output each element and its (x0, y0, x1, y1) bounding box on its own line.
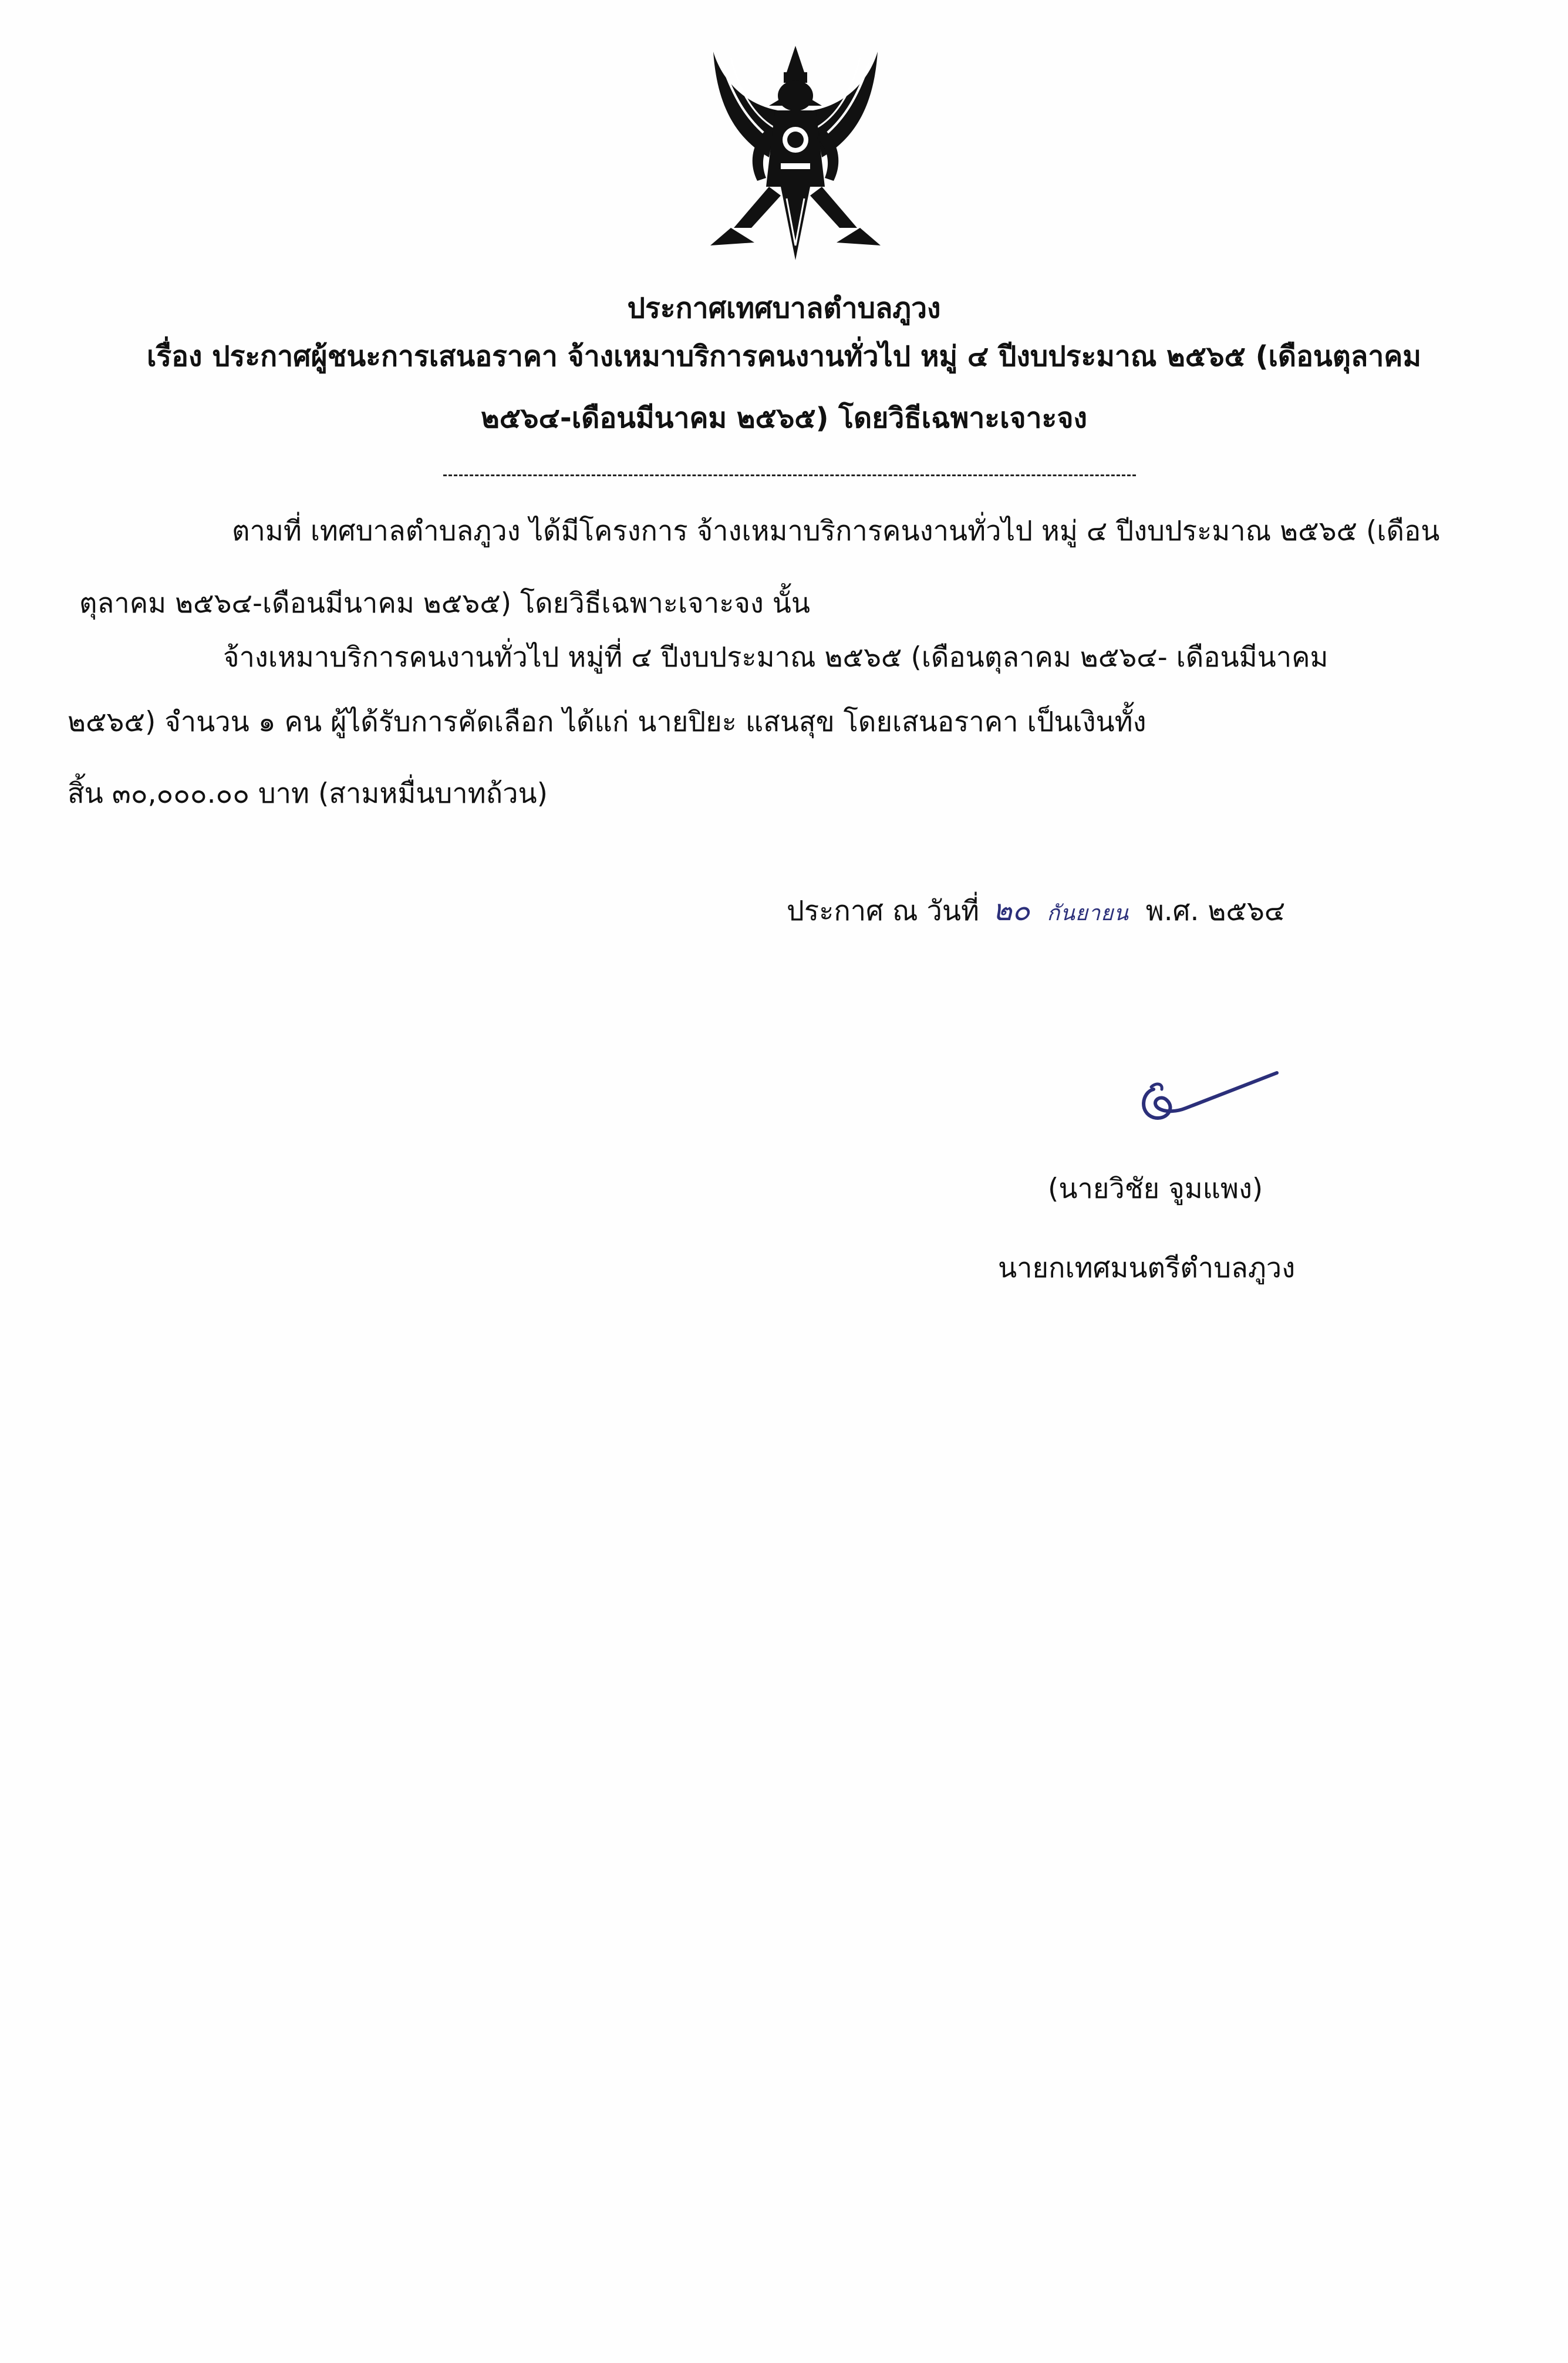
header-divider (443, 474, 1136, 476)
body-paragraph-1-line-1: ตามที่ เทศบาลตำบลภูวง ได้มีโครงการ จ้างเหมาบริการคนงานทั่วไป หมู่ ๔ ปีงบประมาณ ๒๕๖๕ (เดือน (232, 515, 1440, 547)
signer-title: นายกเทศมนตรีตำบลภูวง (998, 1252, 1296, 1284)
document-subject-line-2: ๒๕๖๔-เดือนมีนาคม ๒๕๖๕) โดยวิธีเฉพาะเจาะจง (481, 402, 1087, 435)
signer-name: (นายวิชัย จูมแพง) (1048, 1173, 1263, 1205)
garuda-emblem-icon (699, 40, 892, 263)
announcement-year: พ.ศ. ๒๕๖๔ (1145, 895, 1286, 927)
document-agency-title: ประกาศเทศบาลตำบลภูวง (627, 292, 941, 325)
body-paragraph-1-line-2: ตุลาคม ๒๕๖๔-เดือนมีนาคม ๒๕๖๕) โดยวิธีเฉพาะเจาะจง นั้น (79, 587, 811, 620)
handwritten-month: กันยายน (1047, 901, 1129, 925)
body-paragraph-2-line-3: สิ้น ๓๐,๐๐๐.๐๐ บาท (สามหมื่นบาทถ้วน) (68, 777, 548, 810)
announcement-date-prefix: ประกาศ ณ วันที่ (787, 895, 979, 927)
handwritten-signature (1130, 1066, 1289, 1130)
announcement-date (787, 893, 1285, 931)
handwritten-day: ๒๐ (992, 893, 1030, 927)
body-paragraph-2-line-2: ๒๕๖๕) จำนวน ๑ คน ผู้ได้รับการคัดเลือก ได้แก่ นายปิยะ แสนสุข โดยเสนอราคา เป็นเงินทั้ง (68, 706, 1147, 738)
document-subject-line-1: เรื่อง ประกาศผู้ชนะการเสนอราคา จ้างเหมาบริการคนงานทั่วไป หมู่ ๔ ปีงบประมาณ ๒๕๖๕ (เดือนตุลาคม (146, 340, 1422, 373)
body-paragraph-2-line-1: จ้างเหมาบริการคนงานทั่วไป หมู่ที่ ๔ ปีงบประมาณ ๒๕๖๕ (เดือนตุลาคม ๒๕๖๔- เดือนมีนาคม (223, 641, 1328, 674)
